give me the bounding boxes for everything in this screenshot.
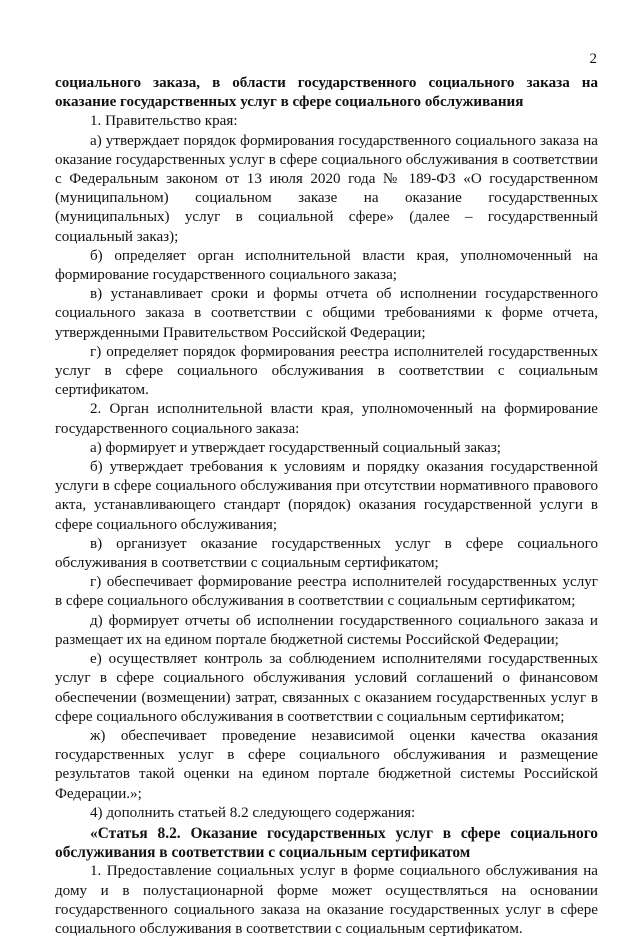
paragraph: г) определяет порядок формирования реестра исполнителей государственных услуг в сфере социального обслуживания в соответствии с социальным сертификатом. [55, 343, 598, 399]
article-heading: «Статья 8.2. Оказание государственных услуг в сфере социального обслуживания в соответствии с социальным сертификатом [55, 824, 598, 862]
paragraph: в) устанавливает сроки и формы отчета об исполнении государственного социального заказа в соответствии с общими требованиями к форме отчета, утвержденными Правительством Российской Федерации; [55, 286, 598, 341]
paragraph: е) осуществляет контроль за соблюдением исполнителями государственных услуг в сфере социального обслуживания условий соглашений о финансовом обеспечении (возмещении) затрат, связанных с оказанием государственных услуг в сфере социального обслуживания в соответствии с социальным сертификатом; [55, 651, 598, 725]
paragraph: 1. Предоставление социальных услуг в форме социального обслуживания на дому и в полустационарной форме может осуществляться на основании государственного социального заказа на оказание государственных услуг в сфере социального обслуживания в соответствии с социальным сертификатом. [55, 863, 598, 937]
paragraph: 2. Орган исполнительной власти края, уполномоченный на формирование государственного социального заказа: [55, 401, 598, 437]
paragraph: в) организует оказание государственных услуг в сфере социального обслуживания в соответствии с социальным сертификатом; [55, 535, 598, 572]
paragraph: г) обеспечивает формирование реестра исполнителей государственных услуг в сфере социального обслуживания в соответствии с социальным сертификатом; [55, 574, 598, 610]
paragraph: 1. Правительство края: [90, 113, 238, 130]
paragraph: б) утверждает требования к условиям и порядку оказания государственной услуги в сфере социального обслуживания при отсутствии нормативного правового акта, устанавливающего стандарт (порядок) оказания государственной услуги в сфере социального обслуживания; [55, 459, 598, 533]
paragraph: 4) дополнить статьей 8.2 следующего содержания: [90, 804, 416, 821]
paragraph: ж) обеспечивает проведение независимой оценки качества оказания государственных услуг в сфере социального обслуживания и размещение результатов такой оценки на едином портале бюджетной системы Российской Федерации.»; [55, 727, 598, 802]
paragraph: д) формирует отчеты об исполнении государственного социального заказа и размещает их на едином портале бюджетной системы Российской Федерации; [55, 612, 598, 648]
document-body [55, 74, 598, 939]
paragraph: б) определяет орган исполнительной власти края, уполномоченный на формирование государственного социального заказа; [55, 247, 598, 284]
paragraph: а) утверждает порядок формирования государственного социального заказа на оказание государственных услуг в сфере социального обслуживания в соответствии с Федеральным законом от 13 июля 2020 года № 189-ФЗ «О государственном (муниципальном) социальном заказе на оказание государственных (муниципальных) услуг в социальной сфере» (далее – государственный социальный заказ); [55, 132, 598, 245]
section-heading-continuation: социального заказа, в области государственного социального заказа на оказание государственных услуг в сфере социального обслуживания [55, 75, 598, 111]
page-number: 2 [589, 51, 597, 67]
paragraph: а) формирует и утверждает государственный социальный заказ; [90, 439, 501, 456]
